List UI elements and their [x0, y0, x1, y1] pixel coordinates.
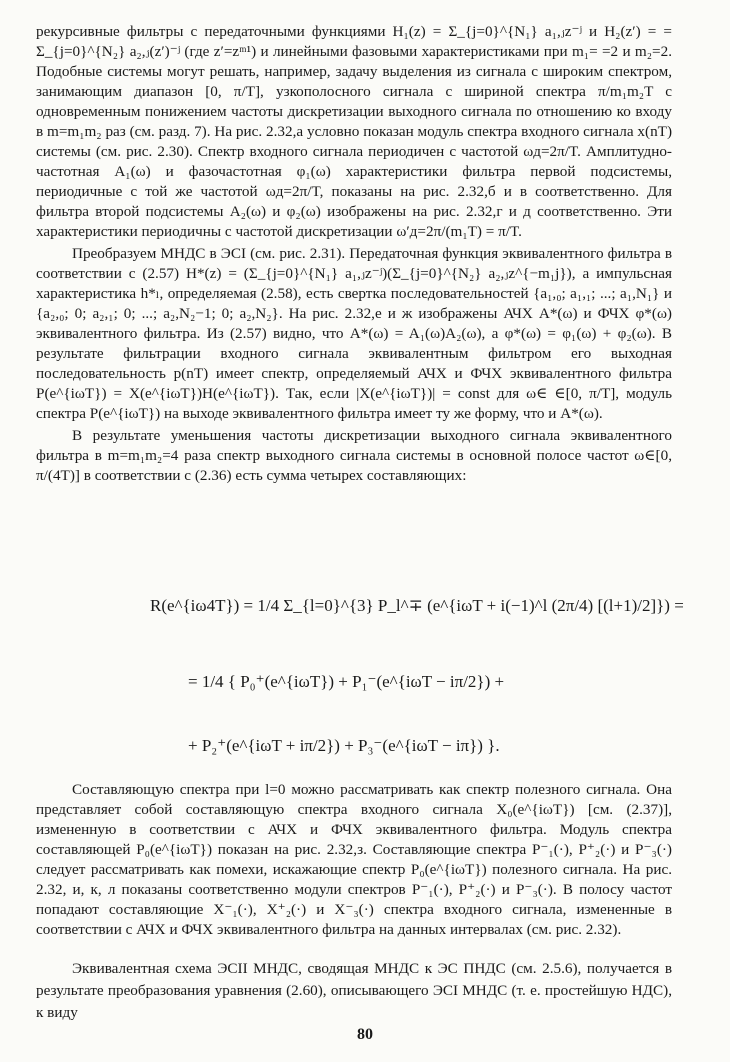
paragraph-5 — [36, 958, 672, 1024]
body-text-bottom — [36, 780, 672, 940]
paragraph-1: рекурсивные фильтры с передаточными функциями H₁(z) = Σ_{j=0}^{N₁} a₁,ⱼz⁻ʲ и H₂(z′) = = Σ_{j=0}^{N₂} a₂,ⱼ(z′)⁻ʲ (где z′=zᵐ¹) и линейными фазовыми характеристиками при m₁= =2 и m₂=2. Подобные системы могут решать, например, задачу выделения из сигнала с широким спектром, занимающим диапазон [0, π/T], узкополосного сигнала с шириной спектра π/m₁m₂T с одновременным понижением частоты дискретизации выходного сигнала по отношению ко входу в m=m₁m₂ раз (см. разд. 7). На рис. 2.32,а условно показан модуль спектра входного сигнала x(nT) системы (см. рис. 2.30). Спектр входного сигнала периодичен с частотой ωд=2π/T. Амплитудно-частотная A₁(ω) и фазочастотная φ₁(ω) характеристики фильтра первой подсистемы, периодичные с той же частотой ωд=2π/T, показаны на рис. 2.32,б и в соответственно. Для фильтра второй подсистемы A₂(ω) и φ₂(ω) изображены на рис. 2.32,г и д соответственно. Эти характеристики периодичны с частотой дискретизации ω′д=2π/(m₁T) = π/T. — [36, 23, 672, 240]
body-text-top — [36, 22, 672, 486]
paragraph-3: В результате уменьшения частоты дискретизации выходного сигнала эквивалентного фильтра в m=m₁m₂=4 раза спектр выходного сигнала системы в основной полосе частот ω∈[0, π/(4T)] в соответствии с (2.36) есть сумма четырех составляющих: — [36, 427, 672, 484]
equation-line-1: R(e^{iω4T}) = 1/4 Σ_{l=0}^{3} P_l^∓ (e^{iωT + i(−1)^l (2π/4) [(l+1)/2]}) = — [150, 596, 684, 615]
equation-block — [150, 586, 684, 776]
paragraph-2: Преобразуем МНДС в ЭСI (см. рис. 2.31). Передаточная функция эквивалентного фильтра в соответствии с (2.57) H*(z) = (Σ_{j=0}^{N₁} a₁,ⱼz⁻ʲ)(Σ_{j=0}^{N₂} a₂,ⱼz^{−m₁j}), а импульсная характеристика h*ₗ, определяемая (2.58), есть свертка последовательностей {a₁,₀; a₁,₁; ...; a₁,N₁} и {a₂,₀; 0; a₂,₁; 0; ...; a₂,N₂−1; 0; a₂,N₂}. На рис. 2.32,е и ж изображены АЧХ A*(ω) и ФЧХ φ*(ω) эквивалентного фильтра. Из (2.57) видно, что A*(ω) = A₁(ω)A₂(ω), а φ*(ω) = φ₁(ω) + φ₂(ω). В результате фильтрации входного сигнала эквивалентным фильтром его выходная последовательность p(nT) имеет спектр, определяемый АЧХ и ФЧХ эквивалентного фильтра P(e^{iωT}) = X(e^{iωT})H(e^{iωT}). Так, если |X(e^{iωT})| = const для ω∈ ∈[0, π/T], модуль спектра P(e^{iωT}) на выходе эквивалентного фильтра имеет ту же форму, что и A*(ω). — [36, 245, 672, 422]
page-number: 80 — [357, 1026, 373, 1043]
equation-line-3: + P₂⁺(e^{iωT + iπ/2}) + P₃⁻(e^{iωT − iπ}) }. — [188, 736, 500, 755]
paragraph-5-text: Эквивалентная схема ЭСII МНДС, сводящая МНДС к ЭС ПНДС (см. 2.5.6), получается в результате преобразования уравнения (2.60), описывающего ЭСI МНДС (т. е. простейшую НДС), к виду — [36, 960, 672, 1021]
paragraph-4: Составляющую спектра при l=0 можно рассматривать как спектр полезного сигнала. Она представляет собой составляющую спектра входного сигнала X₀(e^{iωT}) [см. (2.37)], измененную в соответствии с АЧХ и ФЧХ эквивалентного фильтра. Модуль спектра составляющей P₀(e^{iωT}) показан на рис. 2.32,з. Составляющие спектра P⁻₁(·), P⁺₂(·) и P⁻₃(·) следует рассматривать как помехи, искажающие спектр P₀(e^{iωT}) полезного сигнала. На рис. 2.32, и, к, л показаны соответственно модули спектров P⁻₁(·), P⁺₂(·) и P⁻₃(·). В полосу частот попадают составляющие X⁻₁(·), X⁺₂(·) и X⁻₃(·) спектра входного сигнала, измененные в соответствии с АЧХ и ФЧХ эквивалентного фильтра на данных интервалах (см. рис. 2.32). — [36, 781, 672, 938]
equation-line-2: = 1/4 { P₀⁺(e^{iωT}) + P₁⁻(e^{iωT − iπ/2}) + — [188, 672, 505, 691]
